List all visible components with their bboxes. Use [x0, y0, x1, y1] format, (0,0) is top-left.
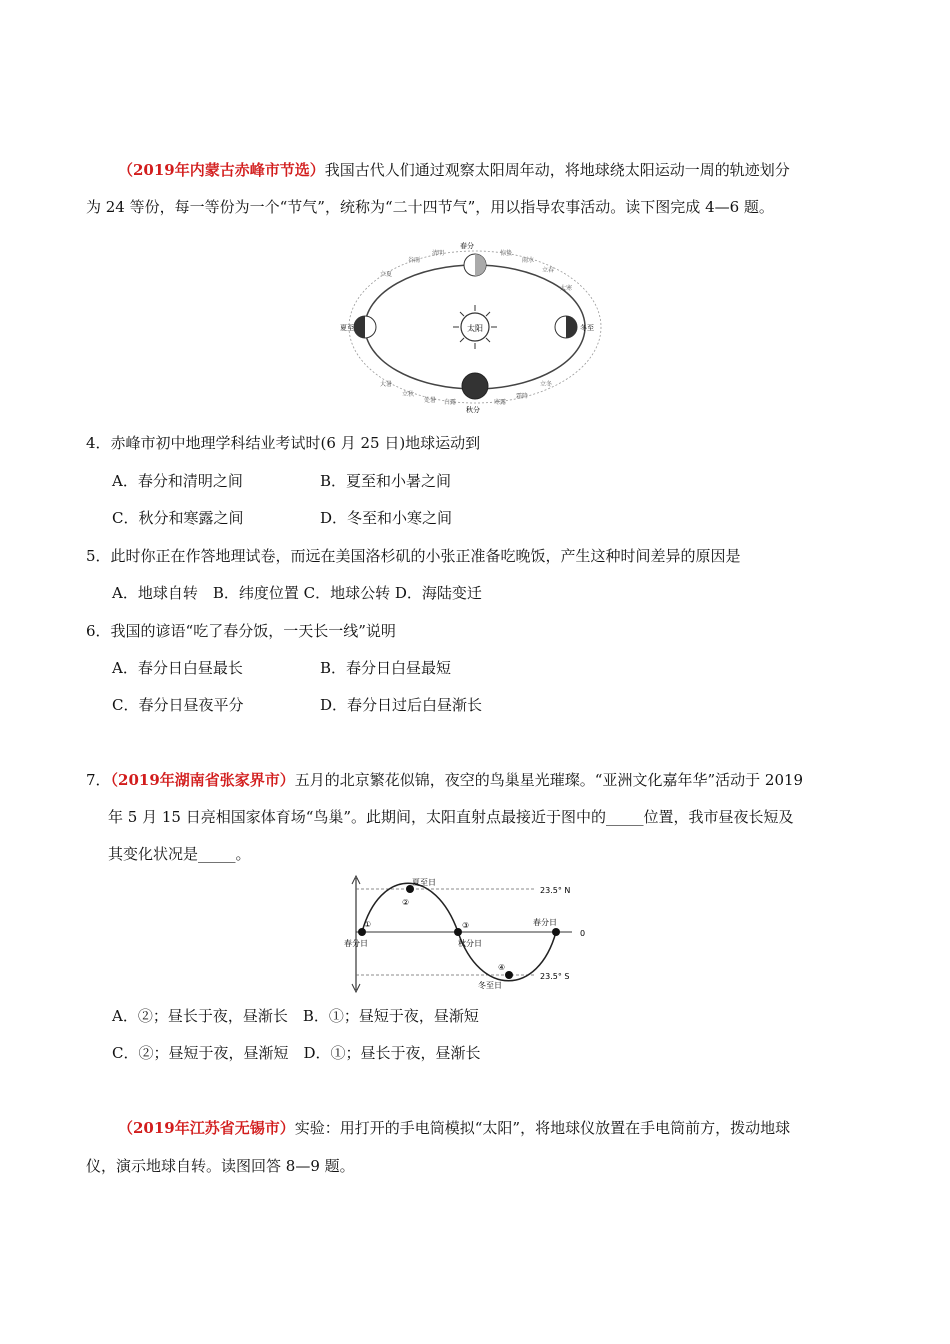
point-4	[505, 971, 513, 979]
label-23n: 23.5° N	[540, 886, 571, 895]
intro1-text1: 我国古代人们通过观察太阳周年动，将地球绕太阳运动一周的轨迹划分	[324, 161, 790, 179]
label-winter: 冬至	[580, 324, 594, 332]
wave-figure	[340, 872, 605, 994]
intro1-line1	[118, 160, 790, 180]
q7-line2: 年 5 月 15 日亮相国家体育场“鸟巢”。此期间，太阳直射点最接近于图中的_____位置，我市昼夜长短及	[108, 808, 794, 826]
intro8-text1: 实验：用打开的手电筒模拟“太阳”，将地球仪放置在手电筒前方，拨动地球	[294, 1119, 791, 1137]
q4-option-b: B．夏至和小暑之间	[320, 472, 452, 490]
q7-line1	[86, 770, 803, 790]
label-p3: ③	[462, 921, 470, 930]
intro8-line2: 仪，演示地球自转。读图回答 8—9 题。	[86, 1157, 355, 1175]
q5-options: A．地球自转 B．纬度位置 C．地球公转 D．海陆变迁	[112, 584, 482, 602]
q6-stem: 6．我国的谚语“吃了春分饭，一天长一线”说明	[86, 622, 396, 640]
sun	[453, 305, 497, 349]
point-3	[454, 928, 462, 936]
term-bottom-6: 霜降	[516, 393, 529, 400]
q5-stem: 5．此时你正在作答地理试卷，而远在美国洛杉矶的小张正准备吃晚饭，产生这种时间差异的原因是	[86, 547, 741, 565]
intro1-line2: 为 24 等份，每一等份为一个“节气”，统称为“二十四节气”，用以指导农事活动。读下图完成 4—6 题。	[86, 198, 774, 216]
label-summer: 夏至	[340, 324, 354, 332]
label-spring: 春分	[460, 242, 474, 250]
q4-option-d: D．冬至和小寒之间	[320, 509, 453, 527]
term-bottom-5: 寒露	[494, 399, 507, 406]
term-top-3: 清明	[432, 250, 445, 257]
sun-label: 太阳	[467, 324, 483, 333]
earth-spring	[464, 254, 486, 276]
label-winter-day: 冬至日	[478, 981, 502, 990]
term-bottom-7: 立冬	[540, 381, 553, 388]
earth-autumn	[462, 373, 488, 399]
earth-winter	[555, 316, 577, 338]
term-bottom-1: 大暑	[380, 381, 393, 388]
q6-option-c: C．春分日昼夜平分	[112, 696, 244, 714]
point-5	[552, 928, 560, 936]
q7-text1: 五月的北京繁花似锦，夜空的鸟巢星光璀璨。“亚洲文化嘉年华”活动于 2019	[294, 771, 804, 789]
term-top-6: 立春	[542, 267, 555, 274]
term-bottom-3: 处暑	[424, 397, 437, 404]
intro8-source: （2019年江苏省无锡市）	[118, 1119, 295, 1137]
term-top-7: 大寒	[560, 285, 573, 292]
q7-line3: 其变化状况是_____。	[108, 845, 251, 863]
term-top-4: 惊蛰	[500, 250, 513, 257]
intro8-line1	[118, 1118, 790, 1138]
q7-number: 7．	[86, 771, 111, 789]
label-autumn-day: 秋分日	[458, 939, 482, 948]
term-top-2: 谷雨	[408, 257, 421, 264]
intro1-source: （2019年内蒙古赤峰市节选）	[118, 161, 325, 179]
point-1	[358, 928, 366, 936]
q6-option-a: A．春分日白昼最长	[112, 659, 243, 677]
label-p1: ①	[364, 920, 372, 929]
label-p4: ④	[498, 963, 506, 972]
label-p2: ②	[402, 898, 410, 907]
earth-summer	[354, 316, 376, 338]
term-bottom-2: 立秋	[402, 391, 415, 398]
term-bottom-4: 白露	[444, 399, 457, 406]
q4-option-c: C．秋分和寒露之间	[112, 509, 244, 527]
term-top-1: 立夏	[380, 271, 393, 278]
label-autumn: 秋分	[466, 406, 480, 414]
q4-stem: 4．赤峰市初中地理学科结业考试时(6 月 25 日)地球运动到	[86, 434, 481, 452]
label-summer-day: 夏至日	[412, 878, 436, 887]
q6-option-b: B．春分日白昼最短	[320, 659, 452, 677]
orbit-figure	[340, 236, 610, 414]
label-spring-day-1: 春分日	[344, 939, 368, 948]
q7-source: （2019年湖南省张家界市）	[110, 771, 295, 789]
label-23s: 23.5° S	[540, 972, 570, 981]
label-zero: 0	[580, 929, 586, 938]
label-spring-day-2: 春分日	[533, 918, 557, 927]
q7-options-ab: A．②；昼长于夜，昼渐长 B．①；昼短于夜，昼渐短	[112, 1007, 479, 1025]
q6-option-d: D．春分日过后白昼渐长	[320, 696, 483, 714]
q7-options-cd: C．②；昼短于夜，昼渐短 D．①；昼长于夜，昼渐长	[112, 1044, 481, 1062]
term-top-5: 雨水	[522, 257, 535, 264]
q4-option-a: A．春分和清明之间	[112, 472, 243, 490]
